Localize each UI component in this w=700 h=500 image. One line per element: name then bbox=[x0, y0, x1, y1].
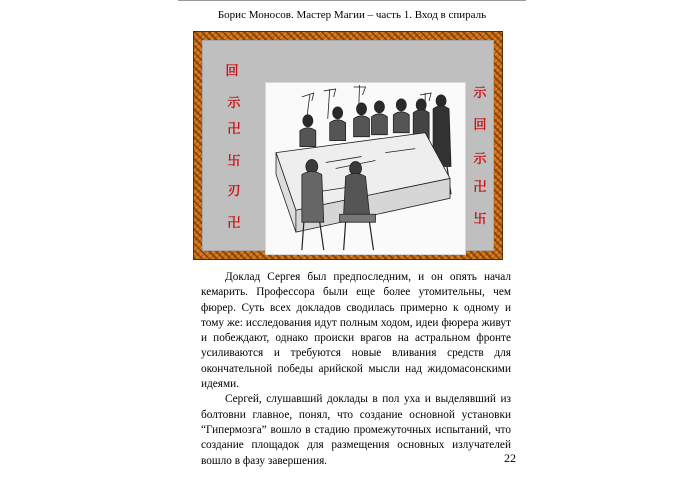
left-glyph: 回 bbox=[225, 64, 239, 79]
running-header: Борис Моносов. Мастер Магии – часть 1. Вход в спираль bbox=[217, 9, 487, 21]
illustration-frame bbox=[193, 31, 503, 260]
meeting-sketch bbox=[265, 82, 466, 255]
paragraph: Сергей, слушавший доклады в пол уха и выделявший из болтовни главное, понял, что создание основной установки “Гипермозга” вошло в стадию промежуточных испытаний, что создание площадок для размещения основных излучателей вошло в фазу завершения. bbox=[201, 393, 511, 467]
right-glyph: 卐 bbox=[473, 212, 487, 227]
header-rule bbox=[178, 0, 526, 1]
right-glyph: 示 bbox=[473, 152, 487, 167]
left-glyph: 卐 bbox=[227, 154, 241, 169]
left-glyph: 示 bbox=[227, 96, 241, 111]
right-glyph: 示 bbox=[473, 86, 487, 101]
right-glyph: 回 bbox=[473, 118, 487, 133]
left-glyph: 卍 bbox=[227, 216, 241, 231]
left-glyph: 卍 bbox=[227, 122, 241, 137]
right-glyph: 卍 bbox=[473, 180, 487, 195]
meeting-sketch-svg bbox=[266, 83, 465, 254]
left-glyph: 刃 bbox=[227, 184, 241, 199]
page-number: 22 bbox=[504, 451, 516, 465]
body-text bbox=[201, 270, 511, 469]
illustration-mat bbox=[202, 40, 494, 251]
paragraph: Доклад Сергея был предпоследним, и он опять начал кемарить. Профессора были еще более утомительны, чем фюрер. Суть всех докладов сводилась примерно к одному и тому же: исследования идут полным ходом, идеи фюрера живут и побеждают, однако происки врагов на астральном фронте усиливаются и требуются новые вливания средств для окончательной победы арийской мысли над жидомасонскими идеями. bbox=[201, 271, 511, 391]
